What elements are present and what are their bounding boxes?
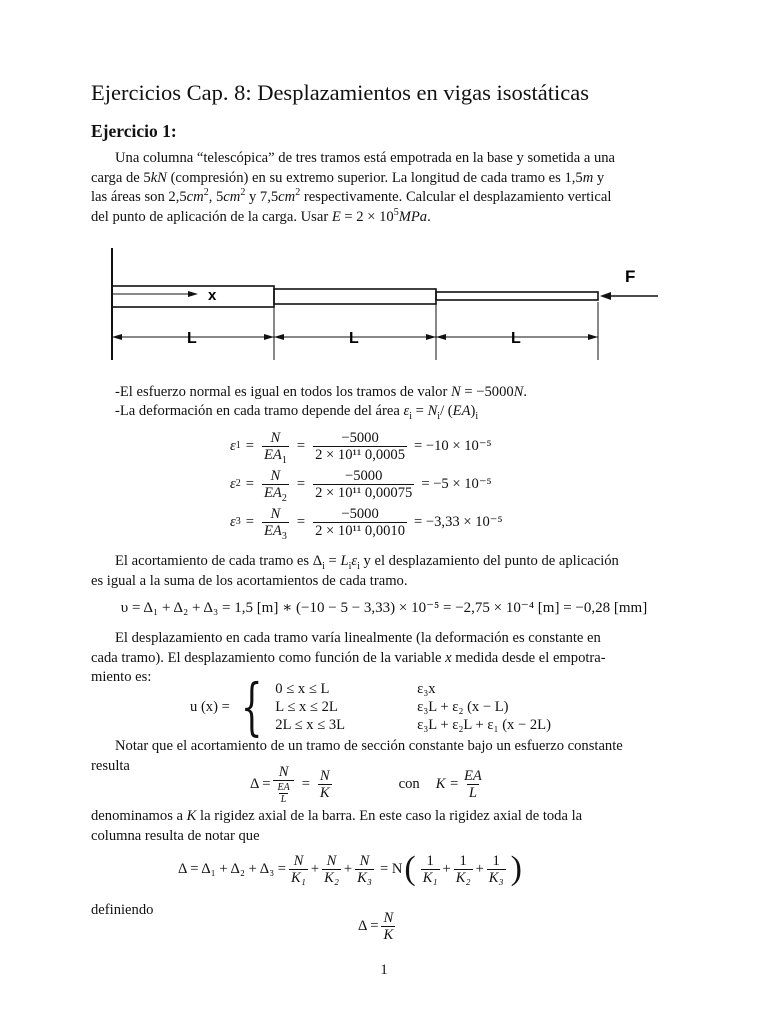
shortening-paragraph: El acortamiento de cada tramo es $\Delta_i = L_i\varepsilon_i$ y el desplazamiento del punto de aplicación es igual a la suma de los acortamientos de cada tramo.: [91, 553, 619, 589]
note-normal-force: -El esfuerzo normal es igual en todos los tramos de valor N = −5000N.: [115, 384, 528, 400]
delta-equation: Δ = $\frac{N}{\frac{EA}{L}}$ = $\frac{N}{K}$ con K = $\frac{EA}{L}$: [250, 764, 482, 805]
intro-paragraph: Una columna “telescópica” de tres tramos está empotrada en la base y sometida a una carga de 5kN (compresión) en su extremo superior. La longitud de cada tramo es 1,5m y las áreas son $2,5cm^2$, $5cm^2$ y $7,5cm^2$ respectivamente. Calcular el desplazamiento vertical del punto de aplicación de la carga. Usar $E = 2 \times 10^5MPa$.: [91, 150, 616, 225]
left-brace: {: [240, 670, 263, 743]
constant-section-paragraph: Notar que el acortamiento de un tramo de sección constante bajo un esfuerzo constante resulta: [91, 738, 623, 774]
final-equation: Δ = $\frac{N}{K}$: [358, 910, 394, 943]
piecewise-function: u (x) = { 0 ≤ x ≤ L ε₃x L ≤ x ≤ 2L ε₃L + ε₂ (x − L) 2L ≤ x ≤ 3L ε₃L + ε₂L + ε₁ (x − 2L): [190, 670, 551, 743]
page-number: 1: [380, 962, 388, 978]
span-label-2: L: [349, 330, 359, 347]
strain-equations: [230, 427, 503, 541]
strain-eq-3: ε 3 = $\frac{N}{EA_3}$ = $\frac{-5000}{\text{2 × 10¹¹ 0,0010}}$ = −3,33 × 10⁻⁵: [230, 505, 503, 542]
note-strain: -La deformación en cada tramo depende del área $\varepsilon_i = N_i/$ $(EA)_i$: [115, 403, 479, 422]
span-label-3: L: [511, 330, 521, 347]
x-axis-arrow-icon: [188, 291, 198, 297]
exercise-heading: Ejercicio 1:: [91, 121, 177, 141]
page-title: Ejercicios Cap. 8: Desplazamientos en vigas isostáticas: [91, 80, 589, 105]
span-label-1: L: [187, 330, 197, 347]
sum-equation: Δ = Δ₁ + Δ₂ + Δ₃ = $\frac{N}{\text{K₁}}$ + $\frac{N}{\text{K₂}}$ + $\frac{N}{\text{K₃}}$ = N ( $\frac{1}{\text{K₁}}$ + $\frac{1}{\text{K₂}}$ + $\frac{1}{\text{K₃}}$ ): [178, 850, 522, 887]
defining-text: definiendo: [91, 902, 154, 918]
column-diagram: [100, 244, 670, 364]
x-label: x: [208, 287, 217, 304]
stiffness-paragraph: denominamos a K la rigidez axial de la barra. En este caso la rigidez axial de toda la columna resulta de notar que: [91, 808, 583, 844]
strain-eq-1: ε 1 = $\frac{N}{EA_1}$ = $\frac{-5000}{\text{2 × 10¹¹ 0,0005}}$ = −10 × 10⁻⁵: [230, 429, 492, 466]
force-label: F: [625, 267, 636, 286]
linear-paragraph: El desplazamiento en cada tramo varía linealmente (la deformación es constante en cada tramo). El desplazamiento como función de la variable x medida desde el empotra- miento es:: [91, 630, 606, 685]
displacement-equation: υ = Δ₁ + Δ₂ + Δ₃ = 1,5 [m] ∗ (−10 − 5 − 3,33) × 10⁻⁵ = −2,75 × 10⁻⁴ [m] = −0,28 [mm]: [120, 600, 648, 616]
force-arrow-icon: [600, 292, 611, 300]
strain-eq-2: ε 2 = $\frac{N}{EA_2}$ = $\frac{-5000}{\text{2 × 10¹¹ 0,00075}}$ = −5 × 10⁻⁵: [230, 467, 492, 504]
